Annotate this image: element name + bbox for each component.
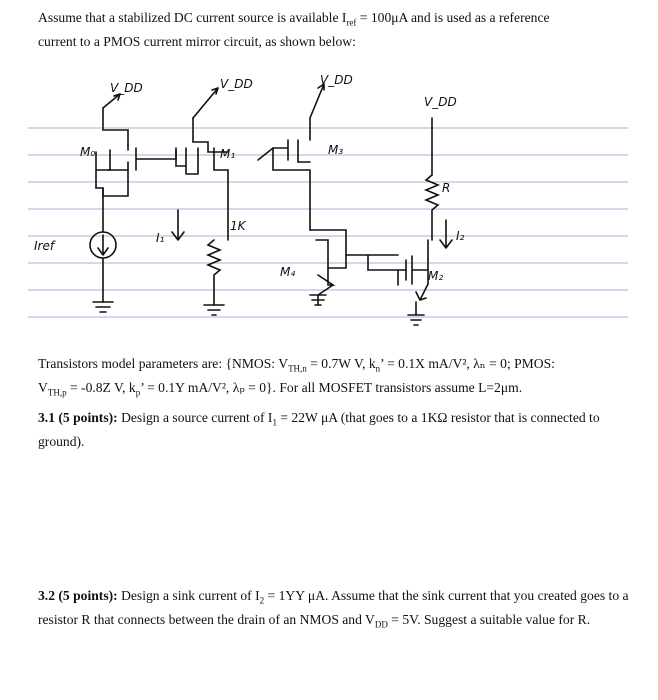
vdd-label-3: V_DD — [320, 73, 353, 87]
params-text-2-end: ’ = 0.1Y mA/V², λₚ = 0}. For all MOSFET transistors assume L=2μm. — [140, 380, 523, 395]
question-3-2-label: 3.2 (5 points): — [38, 588, 118, 603]
question-3-2-text-end: = 5V. Suggest a suitable value for R. — [387, 612, 591, 627]
m4-label: M₄ — [280, 265, 296, 279]
question-3-1 — [38, 406, 638, 454]
r1k-label: 1K — [230, 219, 246, 233]
params-text-2: V — [38, 380, 48, 395]
model-parameters-paragraph — [38, 352, 638, 400]
vdd-subscript: DD — [374, 619, 388, 630]
vthp-subscript: TH,p — [47, 387, 67, 398]
circuit-wires — [90, 84, 452, 325]
intro-text-1: Assume that a stabilized DC current source is available I — [38, 10, 347, 25]
r-label: R — [442, 181, 451, 195]
iref-label: Iref — [34, 239, 55, 253]
question-3-1-text: Design a source current of I — [117, 410, 273, 425]
m1-label: M₁ — [220, 147, 236, 161]
m0-label: M₀ — [80, 145, 96, 159]
intro-text-2: current to a PMOS current mirror circuit, as shown below: — [38, 34, 356, 49]
vdd-label-4: V_DD — [424, 95, 457, 109]
vdd-label-2: V_DD — [220, 77, 253, 91]
i2-label: I₂ — [456, 229, 465, 243]
vthn-subscript: TH,n — [288, 363, 307, 374]
question-3-1-text-end: = 22W μA (that goes to a 1KΩ resistor that is connected to ground). — [38, 410, 600, 449]
circuit-labels — [34, 73, 465, 283]
params-text-1: Transistors model parameters are: {NMOS: V — [38, 356, 289, 371]
intro-paragraph — [38, 6, 638, 54]
m2-label: M₂ — [428, 269, 444, 283]
kn-subscript: n — [375, 363, 381, 374]
circuit-schematic — [28, 70, 628, 350]
intro-text-1-end: = 100μA and is used as a reference — [356, 10, 550, 25]
iref-subscript: ref — [346, 17, 357, 28]
i1-label: I₁ — [156, 231, 165, 245]
m3-label: M₃ — [328, 143, 344, 157]
kp-subscript: p — [135, 387, 141, 398]
i1-subscript: 1 — [272, 417, 277, 428]
circuit-figure — [28, 70, 628, 350]
i2-subscript: 2 — [259, 595, 265, 606]
question-3-2-text: Design a sink current of I — [117, 588, 260, 603]
question-3-1-label: 3.1 (5 points): — [38, 410, 118, 425]
params-text-1-mid: = 0.7W V, k — [306, 356, 376, 371]
question-3-2 — [38, 584, 638, 632]
vdd-label-1: V_DD — [110, 81, 143, 95]
params-text-2-mid: = -0.8Z V, k — [66, 380, 136, 395]
question-3-2-text-mid: = 1YY μA. Assume that the sink current that you created goes to a resistor R that connects between the drain of an NMOS and V — [38, 588, 629, 627]
params-text-1-end: ’ = 0.1X mA/V², λₙ = 0; PMOS: — [380, 356, 555, 371]
